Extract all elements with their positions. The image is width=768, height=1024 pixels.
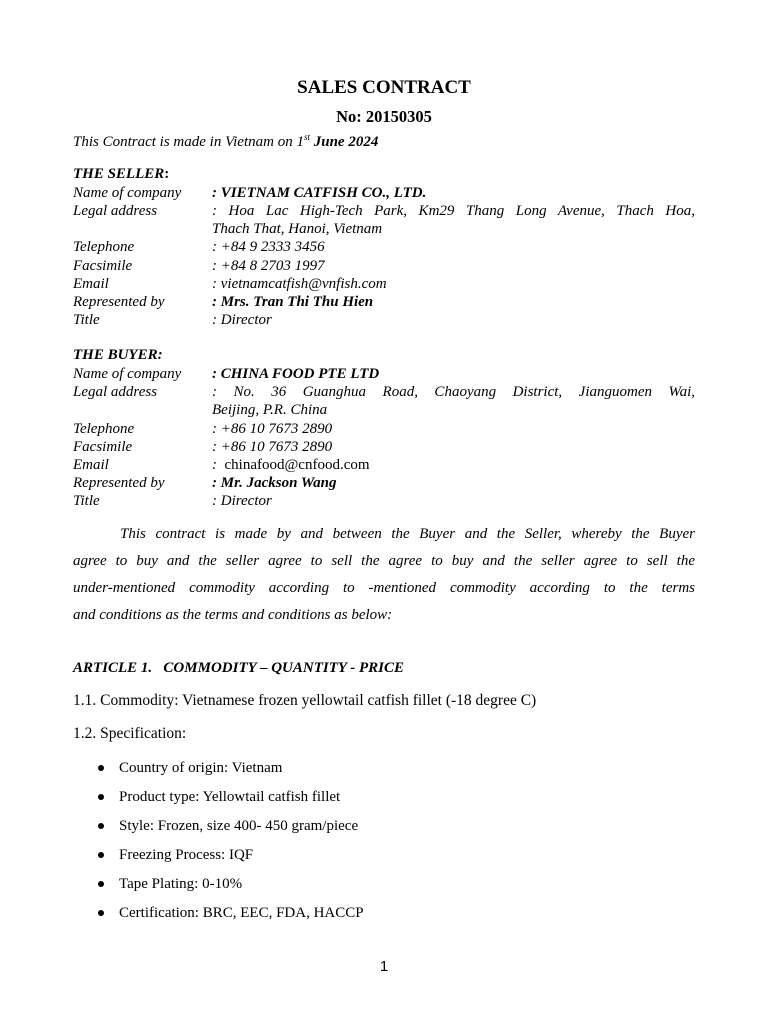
intro-date: June 2024 xyxy=(313,134,379,150)
buyer-title-label: Title xyxy=(73,493,100,509)
buyer-address-cont: Beijing, P.R. China xyxy=(212,402,328,418)
seller-address-cont: Thach That, Hanoi, Vietnam xyxy=(212,221,383,237)
buyer-facsimile-value: : +86 10 7673 2890 xyxy=(212,439,333,455)
seller-title-value: : Director xyxy=(212,312,272,328)
seller-company-label: Name of company xyxy=(73,185,182,201)
contract-intro xyxy=(73,134,378,151)
list-item-text: Product type: Yellowtail catfish fillet xyxy=(119,789,341,805)
bullet-icon xyxy=(98,794,104,800)
seller-telephone-value: : +84 9 2333 3456 xyxy=(212,239,325,255)
buyer-facsimile-label: Facsimile xyxy=(73,439,133,455)
buyer-row-title xyxy=(73,492,695,510)
paragraph-line: under-mentioned commodity according to -mentioned commodity according to the terms xyxy=(73,580,695,596)
seller-facsimile-value: : +84 8 2703 1997 xyxy=(212,258,325,274)
list-item-text: Tape Plating: 0-10% xyxy=(119,876,243,892)
buyer-row-represented xyxy=(73,474,695,492)
intro-superscript: st xyxy=(303,132,310,142)
list-item-text: Country of origin: Vietnam xyxy=(119,760,283,776)
seller-email-label: Email xyxy=(73,276,109,292)
seller-facsimile-label: Facsimile xyxy=(73,258,133,274)
seller-row-company xyxy=(73,184,695,202)
article-1-heading: ARTICLE 1. COMMODITY – QUANTITY - PRICE xyxy=(73,660,404,676)
agreement-paragraph xyxy=(73,521,695,629)
seller-address-value: : Hoa Lac High-Tech Park, Km29 Thang Long Avenue, Thach Hoa, xyxy=(212,203,695,219)
seller-row-facsimile xyxy=(73,257,695,275)
seller-represented-value: : Mrs. Tran Thi Thu Hien xyxy=(212,294,374,310)
bullet-icon xyxy=(98,765,104,771)
paragraph-line: agree to buy and the seller agree to sell the agree to buy and the seller agree to sell the xyxy=(73,553,695,569)
buyer-email-address: chinafood@cnfood.com xyxy=(224,457,370,473)
seller-row-telephone xyxy=(73,238,695,256)
bullet-icon xyxy=(98,823,104,829)
seller-row-represented xyxy=(73,293,695,311)
seller-row-title xyxy=(73,311,695,329)
bullet-icon xyxy=(98,881,104,887)
buyer-email-value xyxy=(212,456,370,474)
buyer-row-facsimile xyxy=(73,438,695,456)
contract-title: SALES CONTRACT xyxy=(297,77,471,98)
buyer-row-telephone xyxy=(73,420,695,438)
seller-heading-colon: : xyxy=(164,166,170,182)
list-item-text: Certification: BRC, EEC, FDA, HACCP xyxy=(119,905,364,921)
buyer-company-value: : CHINA FOOD PTE LTD xyxy=(212,366,380,382)
buyer-address-value: : No. 36 Guanghua Road, Chaoyang District, Jianguomen Wai, xyxy=(212,384,695,400)
buyer-represented-value: : Mr. Jackson Wang xyxy=(212,475,337,491)
seller-row-address-cont xyxy=(73,220,695,238)
commodity-line: 1.1. Commodity: Vietnamese frozen yellowtail catfish fillet (-18 degree C) xyxy=(73,692,537,709)
seller-row-email xyxy=(73,275,695,293)
buyer-address-label: Legal address xyxy=(73,384,158,400)
contract-number: No: 20150305 xyxy=(336,107,432,126)
buyer-company-label: Name of company xyxy=(73,366,182,382)
seller-telephone-label: Telephone xyxy=(73,239,135,255)
buyer-row-address xyxy=(73,383,695,401)
buyer-represented-label: Represented by xyxy=(73,475,165,491)
specification-heading: 1.2. Specification: xyxy=(73,725,187,742)
intro-text: This Contract is made in Vietnam on 1 xyxy=(73,134,304,150)
seller-row-address xyxy=(73,202,695,220)
buyer-email-colon: : xyxy=(212,457,225,473)
paragraph-line: and conditions as the terms and conditions as below: xyxy=(73,607,393,623)
page-number: 1 xyxy=(379,958,389,975)
seller-email-value: : vietnamcatfish@vnfish.com xyxy=(212,276,387,292)
buyer-telephone-label: Telephone xyxy=(73,421,135,437)
bullet-icon xyxy=(98,852,104,858)
seller-company-value: : VIETNAM CATFISH CO., LTD. xyxy=(212,185,427,201)
list-item-text: Style: Frozen, size 400- 450 gram/piece xyxy=(119,818,359,834)
seller-title-label: Title xyxy=(73,312,100,328)
seller-heading-text: THE SELLER xyxy=(73,166,165,182)
seller-represented-label: Represented by xyxy=(73,294,165,310)
buyer-row-email xyxy=(73,456,695,474)
list-item-text: Freezing Process: IQF xyxy=(119,847,254,863)
buyer-email-label: Email xyxy=(73,457,109,473)
bullet-icon xyxy=(98,910,104,916)
buyer-telephone-value: : +86 10 7673 2890 xyxy=(212,421,333,437)
seller-heading xyxy=(73,166,169,183)
buyer-row-company xyxy=(73,365,695,383)
seller-address-label: Legal address xyxy=(73,203,158,219)
buyer-row-address-cont xyxy=(73,401,695,419)
paragraph-line: This contract is made by and between the Buyer and the Seller, whereby the Buyer xyxy=(120,526,695,542)
buyer-heading: THE BUYER: xyxy=(73,347,163,363)
buyer-title-value: : Director xyxy=(212,493,272,509)
